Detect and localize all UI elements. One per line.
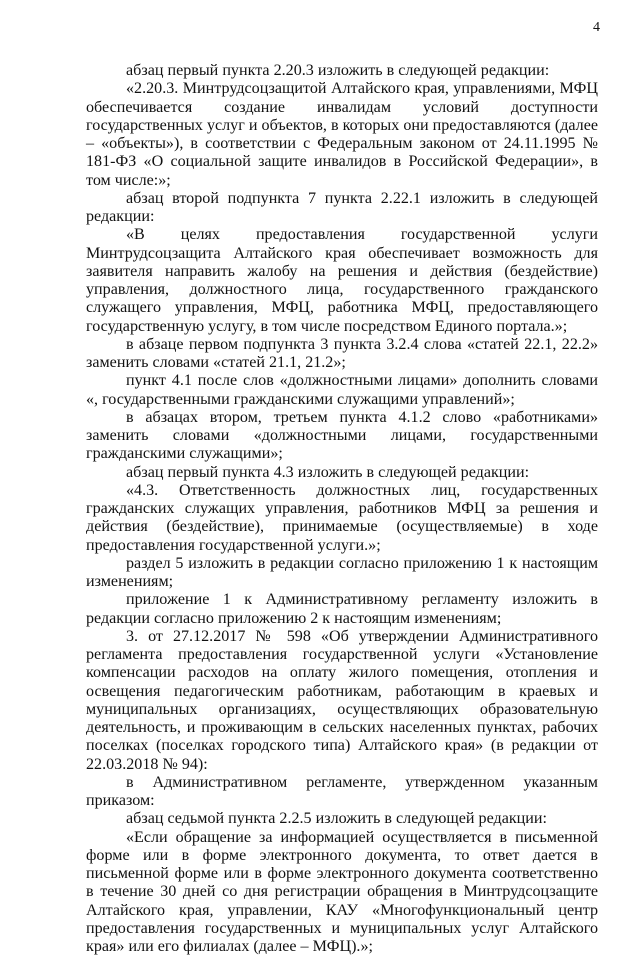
paragraph-order-598: 3. от 27.12.2017 № 598 «Об утверждении Административного регламента предоставления государственной услуги «Установление компенсации расходов на оплату жилого помещения, отопления и освещения педагогическим работникам, работающим в краевых и муниципальных организациях, осуществляющих образовательную деятельность, и проживающим в сельских населенных пунктах, рабочих поселках (поселках городского типа) Алтайского края» (в редакции от 22.03.2018 № 94):: [86, 628, 598, 774]
paragraph-section-5: раздел 5 изложить в редакции согласно приложению 1 к настоящим изменениям;: [86, 555, 598, 592]
paragraph-amend-2-2-5-intro: абзац седьмой пункта 2.2.5 изложить в следующей редакции:: [86, 810, 598, 828]
paragraph-2-2-5-text: «Если обращение за информацией осуществляется в письменной форме или в форме электронного документа, то ответ дается в письменной форме или в форме электронного документа соответственно в течение 30 дней со дня регистрации обращения в Минтрудсоцзащите Алтайского края, управлении, КАУ «Многофункциональный центр предоставления государственных и муниципальных услуг Алтайского края» или его филиалах (далее – МФЦ).»;: [86, 829, 598, 956]
paragraph-amend-2-22-1-intro: абзац второй подпункта 7 пункта 2.22.1 изложить в следующей редакции:: [86, 190, 598, 227]
paragraph-amend-3-2-4: в абзаце первом подпункта 3 пункта 3.2.4 слова «статей 22.1, 22.2» заменить словами «статей 21.1, 21.2»;: [86, 336, 598, 373]
paragraph-regulation-intro: в Административном регламенте, утвержденном указанным приказом:: [86, 774, 598, 811]
paragraph-amend-4-1-2: в абзацах втором, третьем пункта 4.1.2 слово «работниками» заменить словами «должностными лицами, государственными гражданскими служащими»;: [86, 409, 598, 464]
paragraph-2-20-3-text: «2.20.3. Минтрудсоцзащитой Алтайского края, управлениями, МФЦ обеспечивается создание инвалидам условий доступности государственных услуг и объектов, в которых они предоставляются (далее – «объекты»), в соответствии с Федеральным законом от 24.11.1995 № 181-ФЗ «О социальной защите инвалидов в Российской Федерации», в том числе:»;: [86, 80, 598, 190]
paragraph-amend-4-3-intro: абзац первый пункта 4.3 изложить в следующей редакции:: [86, 464, 598, 482]
paragraph-appendix-1: приложение 1 к Административному регламенту изложить в редакции согласно приложению 2 к настоящим изменениям;: [86, 591, 598, 628]
document-body: [86, 62, 598, 956]
paragraph-2-22-1-text: «В целях предоставления государственной услуги Минтрудсоцзащита Алтайского края обеспечивает возможность для заявителя направить жалобу на решения и действия (бездействие) управления, должностного лица, государственного гражданского служащего управления, МФЦ, работника МФЦ, предоставляющего государственную услугу, в том числе посредством Единого портала.»;: [86, 226, 598, 336]
paragraph-amend-2-20-3-intro: абзац первый пункта 2.20.3 изложить в следующей редакции:: [86, 62, 598, 80]
paragraph-amend-4-1: пункт 4.1 после слов «должностными лицами» дополнить словами «, государственными гражданскими служащими управлений»;: [86, 372, 598, 409]
paragraph-4-3-text: «4.3. Ответственность должностных лиц, государственных гражданских служащих управления, работников МФЦ за решения и действия (бездействие), принимаемые (осуществляемые) в ходе предоставления государственной услуги.»;: [86, 482, 598, 555]
page-number: 4: [593, 20, 600, 36]
